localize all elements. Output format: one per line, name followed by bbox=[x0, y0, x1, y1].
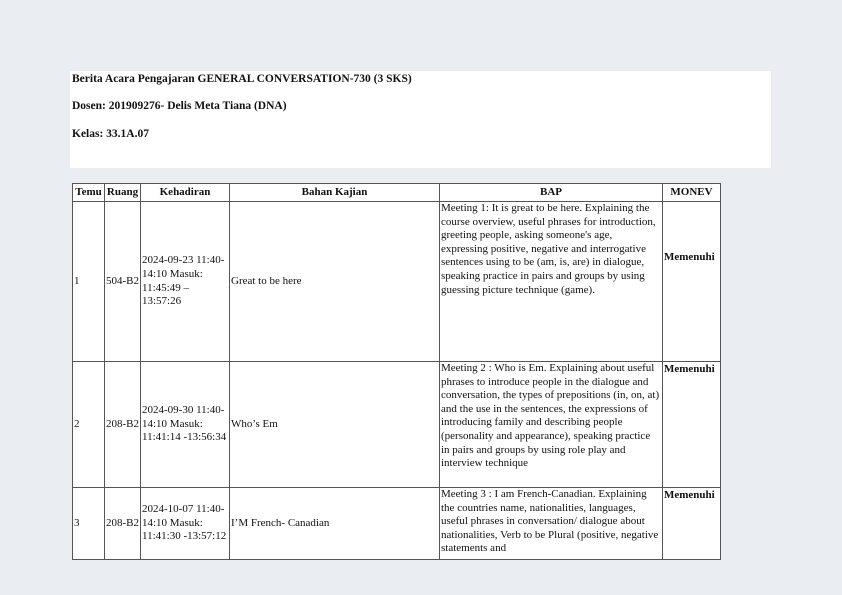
cell-temu: 1 bbox=[73, 202, 105, 362]
cell-ruang: 504-B2 bbox=[105, 202, 141, 362]
document-header bbox=[70, 71, 771, 168]
cell-kehadiran: 2024-09-30 11:40-14:10 Masuk: 11:41:14 -13:56:34 bbox=[141, 362, 230, 488]
column-header-bahan-kajian: Bahan Kajian bbox=[230, 184, 440, 202]
column-header-temu: Temu bbox=[73, 184, 105, 202]
cell-kehadiran: 2024-09-23 11:40-14:10 Masuk: 11:45:49 – 13:57:26 bbox=[141, 202, 230, 362]
lecturer-line: Dosen: 201909276- Delis Meta Tiana (DNA) bbox=[72, 100, 287, 112]
cell-kehadiran: 2024-10-07 11:40-14:10 Masuk: 11:41:30 -13:57:12 bbox=[141, 488, 230, 560]
cell-temu: 2 bbox=[73, 362, 105, 488]
table-row bbox=[73, 202, 721, 362]
cell-monev: Memenuhi bbox=[663, 362, 721, 488]
cell-ruang: 208-B2 bbox=[105, 362, 141, 488]
column-header-ruang: Ruang bbox=[105, 184, 141, 202]
class-line: Kelas: 33.1A.07 bbox=[72, 128, 149, 140]
cell-bahan-kajian: Great to be here bbox=[230, 202, 440, 362]
column-header-bap: BAP bbox=[440, 184, 663, 202]
column-header-monev: MONEV bbox=[663, 184, 721, 202]
table-row bbox=[73, 362, 721, 488]
cell-bap: Meeting 1: It is great to be here. Explaining the course overview, useful phrases for introduction, greeting people, asking someone's age, expressing positive, negative and interrogative sentences using to be (am, is, are) in dialogue, speaking practice in pairs and groups by using guessing picture technique (game). bbox=[440, 202, 663, 362]
cell-monev: Memenuhi bbox=[663, 202, 721, 362]
cell-bap: Meeting 2 : Who is Em. Explaining about useful phrases to introduce people in the dialogue and conversation, the types of prepositions (in, on, at) and the use in the sentences, the expressions of introducing family and describing people (personality and appearance), speaking practice in pairs and groups by using role play and interview technique bbox=[440, 362, 663, 488]
table-row bbox=[73, 488, 721, 560]
attendance-table-container bbox=[72, 183, 720, 555]
cell-ruang: 208-B2 bbox=[105, 488, 141, 560]
cell-bahan-kajian: I’M French- Canadian bbox=[230, 488, 440, 560]
cell-bap: Meeting 3 : I am French-Canadian. Explaining the countries name, nationalities, languages, useful phrases in conversation/ dialogue about nationalities, Verb to be Plural (positive, negative statements and bbox=[440, 488, 663, 560]
document-title: Berita Acara Pengajaran GENERAL CONVERSATION-730 (3 SKS) bbox=[72, 73, 412, 85]
cell-monev: Memenuhi bbox=[663, 488, 721, 560]
table-header-row bbox=[73, 184, 721, 202]
attendance-table bbox=[72, 183, 721, 560]
column-header-kehadiran: Kehadiran bbox=[141, 184, 230, 202]
cell-temu: 3 bbox=[73, 488, 105, 560]
cell-bahan-kajian: Who’s Em bbox=[230, 362, 440, 488]
